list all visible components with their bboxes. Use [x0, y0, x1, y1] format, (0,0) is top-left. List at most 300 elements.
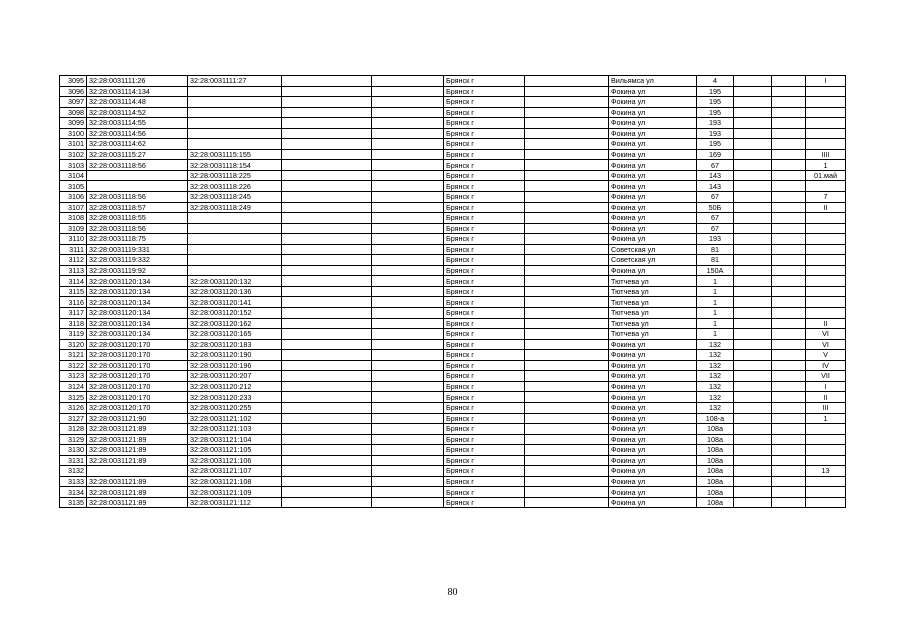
table-cell: Брянск г [444, 128, 525, 139]
table-cell [772, 213, 806, 224]
table-cell [525, 402, 609, 413]
table-cell [188, 234, 282, 245]
table-cell [372, 466, 444, 477]
table-cell [282, 497, 372, 508]
table-cell [372, 476, 444, 487]
table-cell: Брянск г [444, 297, 525, 308]
table-cell: Брянск г [444, 413, 525, 424]
table-cell [772, 118, 806, 129]
table-row [60, 234, 846, 245]
table-cell: Брянск г [444, 118, 525, 129]
table-cell [282, 402, 372, 413]
table-cell [188, 86, 282, 97]
table-cell [525, 308, 609, 319]
table-cell [525, 286, 609, 297]
table-cell [806, 265, 846, 276]
table-cell [772, 360, 806, 371]
table-cell [372, 76, 444, 87]
table-cell: Фокина ул [609, 339, 697, 350]
table-cell: 3125 [60, 392, 87, 403]
table-cell: 32:28:0031119:332 [87, 255, 188, 266]
table-cell: Фокина ул [609, 497, 697, 508]
table-cell: 32:28:0031121:103 [188, 424, 282, 435]
table-cell: 32:28:0031118:56 [87, 160, 188, 171]
table-cell [372, 371, 444, 382]
table-cell: Тютчева ул [609, 276, 697, 287]
table-cell: 3098 [60, 107, 87, 118]
table-cell [806, 497, 846, 508]
table-cell: 32:28:0031120:233 [188, 392, 282, 403]
table-cell [188, 139, 282, 150]
table-cell [734, 276, 772, 287]
table-cell: 108а [697, 424, 734, 435]
table-cell: 32:28:0031120:170 [87, 350, 188, 361]
table-cell [282, 213, 372, 224]
table-cell [525, 350, 609, 361]
table-row [60, 392, 846, 403]
table-row [60, 381, 846, 392]
table-cell: IV [806, 360, 846, 371]
table-cell: 32:28:0031121:89 [87, 497, 188, 508]
table-cell: Фокина ул [609, 392, 697, 403]
table-cell: Фокина ул [609, 170, 697, 181]
table-cell: 108а [697, 466, 734, 477]
table-cell: 143 [697, 170, 734, 181]
table-row [60, 350, 846, 361]
table-cell: 32:28:0031114:55 [87, 118, 188, 129]
table-row [60, 107, 846, 118]
table-cell: 32:28:0031120:170 [87, 339, 188, 350]
table-cell [525, 434, 609, 445]
table-cell: 3095 [60, 76, 87, 87]
table-cell [282, 97, 372, 108]
table-cell [806, 234, 846, 245]
table-cell: 3113 [60, 265, 87, 276]
table-cell [525, 466, 609, 477]
table-cell: 32:28:0031121:89 [87, 445, 188, 456]
table-cell: Брянск г [444, 445, 525, 456]
table-cell [525, 118, 609, 129]
table-cell: Брянск г [444, 434, 525, 445]
table-cell [372, 434, 444, 445]
page-number: 80 [447, 587, 458, 598]
table-cell: Фокина ул [609, 487, 697, 498]
table-cell: 108а [697, 455, 734, 466]
table-cell [525, 255, 609, 266]
table-cell: 32:28:0031121:107 [188, 466, 282, 477]
table-row [60, 265, 846, 276]
table-cell [525, 329, 609, 340]
table-cell: 1 [697, 308, 734, 319]
table-row [60, 445, 846, 456]
table-cell: 3114 [60, 276, 87, 287]
table-cell: Фокина ул [609, 128, 697, 139]
table-cell [282, 118, 372, 129]
table-cell: 32:28:0031120:132 [188, 276, 282, 287]
table-cell [372, 128, 444, 139]
table-cell [772, 297, 806, 308]
table-cell [734, 286, 772, 297]
table-cell [372, 160, 444, 171]
table-cell: Фокина ул [609, 223, 697, 234]
table-cell [525, 107, 609, 118]
table-cell [734, 371, 772, 382]
table-cell [734, 97, 772, 108]
table-cell [734, 445, 772, 456]
table-cell [772, 466, 806, 477]
table-cell: 32:28:0031121:90 [87, 413, 188, 424]
table-cell [282, 255, 372, 266]
table-cell: 4 [697, 76, 734, 87]
table-cell [806, 244, 846, 255]
table-cell: 3127 [60, 413, 87, 424]
table-cell: 32:28:0031121:112 [188, 497, 282, 508]
table-cell [282, 139, 372, 150]
table-cell [372, 223, 444, 234]
table-cell [525, 497, 609, 508]
table-cell: 3102 [60, 149, 87, 160]
table-cell: 195 [697, 97, 734, 108]
table-cell: 32:28:0031114:52 [87, 107, 188, 118]
table-cell: 193 [697, 234, 734, 245]
table-cell [806, 107, 846, 118]
table-cell [282, 107, 372, 118]
table-cell [734, 434, 772, 445]
table-cell: 32:28:0031121:89 [87, 424, 188, 435]
table-cell [734, 76, 772, 87]
table-cell [282, 476, 372, 487]
table-cell [734, 244, 772, 255]
table-cell [806, 297, 846, 308]
table-cell: Фокина ул [609, 371, 697, 382]
table-cell: 3096 [60, 86, 87, 97]
table-cell: 3116 [60, 297, 87, 308]
table-cell: Вильямса ул [609, 76, 697, 87]
table-cell [734, 107, 772, 118]
table-cell: 32:28:0031120:170 [87, 371, 188, 382]
table-cell [806, 139, 846, 150]
table-row [60, 192, 846, 203]
table-cell: Советская ул [609, 255, 697, 266]
table-row [60, 413, 846, 424]
table-cell [525, 276, 609, 287]
table-row [60, 276, 846, 287]
table-row [60, 97, 846, 108]
table-cell [734, 86, 772, 97]
table-cell: 132 [697, 371, 734, 382]
table-cell: Брянск г [444, 213, 525, 224]
table-row [60, 118, 846, 129]
table-cell [188, 265, 282, 276]
table-cell [525, 223, 609, 234]
table-cell [734, 413, 772, 424]
table-cell [734, 181, 772, 192]
table-cell [372, 234, 444, 245]
table-cell: 143 [697, 181, 734, 192]
table-cell: Фокина ул [609, 476, 697, 487]
table-cell: 3103 [60, 160, 87, 171]
table-row [60, 202, 846, 213]
table-cell [772, 329, 806, 340]
table-cell [525, 192, 609, 203]
table-row [60, 487, 846, 498]
table-cell: 32:28:0031118:226 [188, 181, 282, 192]
table-row [60, 402, 846, 413]
table-cell [806, 487, 846, 498]
table-cell: Брянск г [444, 97, 525, 108]
table-cell [282, 455, 372, 466]
table-cell: Тютчева ул [609, 318, 697, 329]
table-row [60, 360, 846, 371]
table-cell: Брянск г [444, 202, 525, 213]
table-cell [282, 170, 372, 181]
table-row [60, 286, 846, 297]
table-cell [806, 434, 846, 445]
table-cell [282, 318, 372, 329]
table-cell [806, 476, 846, 487]
table-cell [282, 149, 372, 160]
table-cell: 32:28:0031118:57 [87, 202, 188, 213]
table-cell: 195 [697, 139, 734, 150]
table-cell: 50Б [697, 202, 734, 213]
table-cell [282, 128, 372, 139]
table-cell: 67 [697, 223, 734, 234]
table-cell: I [806, 76, 846, 87]
table-cell [282, 445, 372, 456]
table-cell: 32:28:0031120:190 [188, 350, 282, 361]
table-cell [372, 139, 444, 150]
table-cell: 108а [697, 497, 734, 508]
table-cell [734, 381, 772, 392]
table-cell [188, 128, 282, 139]
table-cell: Брянск г [444, 234, 525, 245]
table-cell: Брянск г [444, 392, 525, 403]
table-cell: 32:28:0031115:27 [87, 149, 188, 160]
table-cell: Брянск г [444, 381, 525, 392]
table-cell: 32:28:0031120:141 [188, 297, 282, 308]
table-cell: 32:28:0031118:154 [188, 160, 282, 171]
table-cell [282, 297, 372, 308]
table-row [60, 339, 846, 350]
table-cell: II [806, 318, 846, 329]
table-cell: 32:28:0031120:165 [188, 329, 282, 340]
table-cell: Брянск г [444, 265, 525, 276]
table-cell [282, 381, 372, 392]
table-cell: 108а [697, 445, 734, 456]
table-cell: Брянск г [444, 192, 525, 203]
table-cell [772, 149, 806, 160]
table-cell [372, 381, 444, 392]
table-cell: 108а [697, 476, 734, 487]
table-cell: 3126 [60, 402, 87, 413]
table-row [60, 86, 846, 97]
table-row [60, 371, 846, 382]
table-cell [372, 149, 444, 160]
table-cell: 32:28:0031120:170 [87, 402, 188, 413]
table-cell [282, 286, 372, 297]
table-cell [734, 255, 772, 266]
table-cell: Брянск г [444, 360, 525, 371]
table-cell: 7 [806, 192, 846, 203]
table-cell: 32:28:0031114:56 [87, 128, 188, 139]
table-cell [525, 392, 609, 403]
table-cell [372, 97, 444, 108]
table-cell: 3106 [60, 192, 87, 203]
table-row [60, 149, 846, 160]
table-cell: 32:28:0031120:207 [188, 371, 282, 382]
table-cell [772, 139, 806, 150]
table-cell [188, 223, 282, 234]
table-cell [525, 360, 609, 371]
table-cell [806, 424, 846, 435]
table-cell: 132 [697, 360, 734, 371]
table-cell: Фокина ул [609, 445, 697, 456]
table-cell [806, 276, 846, 287]
table-cell: 193 [697, 128, 734, 139]
table-cell [525, 86, 609, 97]
table-cell: 3123 [60, 371, 87, 382]
table-cell [372, 181, 444, 192]
table-cell: Фокина ул [609, 424, 697, 435]
table-cell: Брянск г [444, 286, 525, 297]
table-cell [282, 76, 372, 87]
table-cell [772, 339, 806, 350]
table-cell: 32:28:0031114:62 [87, 139, 188, 150]
table-cell [372, 308, 444, 319]
table-cell: 3097 [60, 97, 87, 108]
table-cell: Брянск г [444, 276, 525, 287]
cadastral-table [59, 75, 846, 508]
table-cell [525, 128, 609, 139]
table-cell [806, 97, 846, 108]
table-cell: 01.май [806, 170, 846, 181]
table-cell: 32:28:0031120:162 [188, 318, 282, 329]
table-cell: Брянск г [444, 139, 525, 150]
table-cell [372, 350, 444, 361]
table-cell [772, 128, 806, 139]
table-cell: Фокина ул [609, 107, 697, 118]
table-cell: 32:28:0031114:134 [87, 86, 188, 97]
table-cell [734, 487, 772, 498]
table-cell [372, 170, 444, 181]
table-cell: 32:28:0031118:245 [188, 192, 282, 203]
table-cell [734, 360, 772, 371]
table-cell [734, 213, 772, 224]
table-cell [525, 476, 609, 487]
table-cell: 132 [697, 350, 734, 361]
table-cell: 32:28:0031120:134 [87, 308, 188, 319]
table-cell [734, 476, 772, 487]
table-cell [372, 413, 444, 424]
table-cell [734, 118, 772, 129]
table-cell: 1 [697, 286, 734, 297]
table-cell [772, 192, 806, 203]
table-row [60, 424, 846, 435]
table-cell [734, 318, 772, 329]
table-cell [525, 76, 609, 87]
table-cell [282, 160, 372, 171]
table-cell [806, 286, 846, 297]
table-cell [282, 86, 372, 97]
table-cell [372, 455, 444, 466]
table-cell: Фокина ул [609, 202, 697, 213]
table-cell: 108а [697, 434, 734, 445]
table-cell [525, 318, 609, 329]
table-cell [772, 318, 806, 329]
table-cell: 3133 [60, 476, 87, 487]
table-cell [772, 160, 806, 171]
table-cell [525, 213, 609, 224]
table-cell: 1 [697, 276, 734, 287]
table-cell: Фокина ул [609, 413, 697, 424]
table-row [60, 139, 846, 150]
table-cell: Фокина ул [609, 160, 697, 171]
table-row [60, 160, 846, 171]
table-cell: Фокина ул [609, 350, 697, 361]
table-cell: 3130 [60, 445, 87, 456]
table-cell: Тютчева ул [609, 286, 697, 297]
table-cell: 1 [806, 160, 846, 171]
table-cell [525, 160, 609, 171]
table-cell [372, 297, 444, 308]
table-cell: 195 [697, 107, 734, 118]
table-row [60, 255, 846, 266]
table-cell [525, 181, 609, 192]
table-cell: Брянск г [444, 318, 525, 329]
table-row [60, 244, 846, 255]
table-cell: 3128 [60, 424, 87, 435]
table-cell: Брянск г [444, 350, 525, 361]
table-cell [806, 86, 846, 97]
table-cell: 3134 [60, 487, 87, 498]
table-cell: 3119 [60, 329, 87, 340]
table-cell: Фокина ул [609, 466, 697, 477]
table-cell: 1 [697, 297, 734, 308]
table-cell: Фокина ул [609, 97, 697, 108]
table-cell: 32:28:0031120:196 [188, 360, 282, 371]
table-cell: Тютчева ул [609, 329, 697, 340]
table-cell: 195 [697, 86, 734, 97]
table-cell [372, 487, 444, 498]
table-cell [372, 276, 444, 287]
table-cell: Брянск г [444, 181, 525, 192]
table-cell: Фокина ул [609, 86, 697, 97]
table-cell: 3100 [60, 128, 87, 139]
table-cell: 3109 [60, 223, 87, 234]
table-cell [772, 76, 806, 87]
table-cell: 3122 [60, 360, 87, 371]
table-cell [734, 202, 772, 213]
table-cell [772, 445, 806, 456]
table-cell: Брянск г [444, 86, 525, 97]
table-cell: 3117 [60, 308, 87, 319]
table-cell: Брянск г [444, 371, 525, 382]
table-cell [734, 497, 772, 508]
table-cell [734, 402, 772, 413]
table-cell: Брянск г [444, 308, 525, 319]
table-cell: Брянск г [444, 402, 525, 413]
table-cell: 3124 [60, 381, 87, 392]
table-cell: 32:28:0031121:106 [188, 455, 282, 466]
table-cell [734, 149, 772, 160]
table-cell [372, 202, 444, 213]
table-cell [525, 265, 609, 276]
table-cell: 132 [697, 339, 734, 350]
table-cell: 169 [697, 149, 734, 160]
table-row [60, 170, 846, 181]
table-cell [372, 318, 444, 329]
table-cell [734, 455, 772, 466]
